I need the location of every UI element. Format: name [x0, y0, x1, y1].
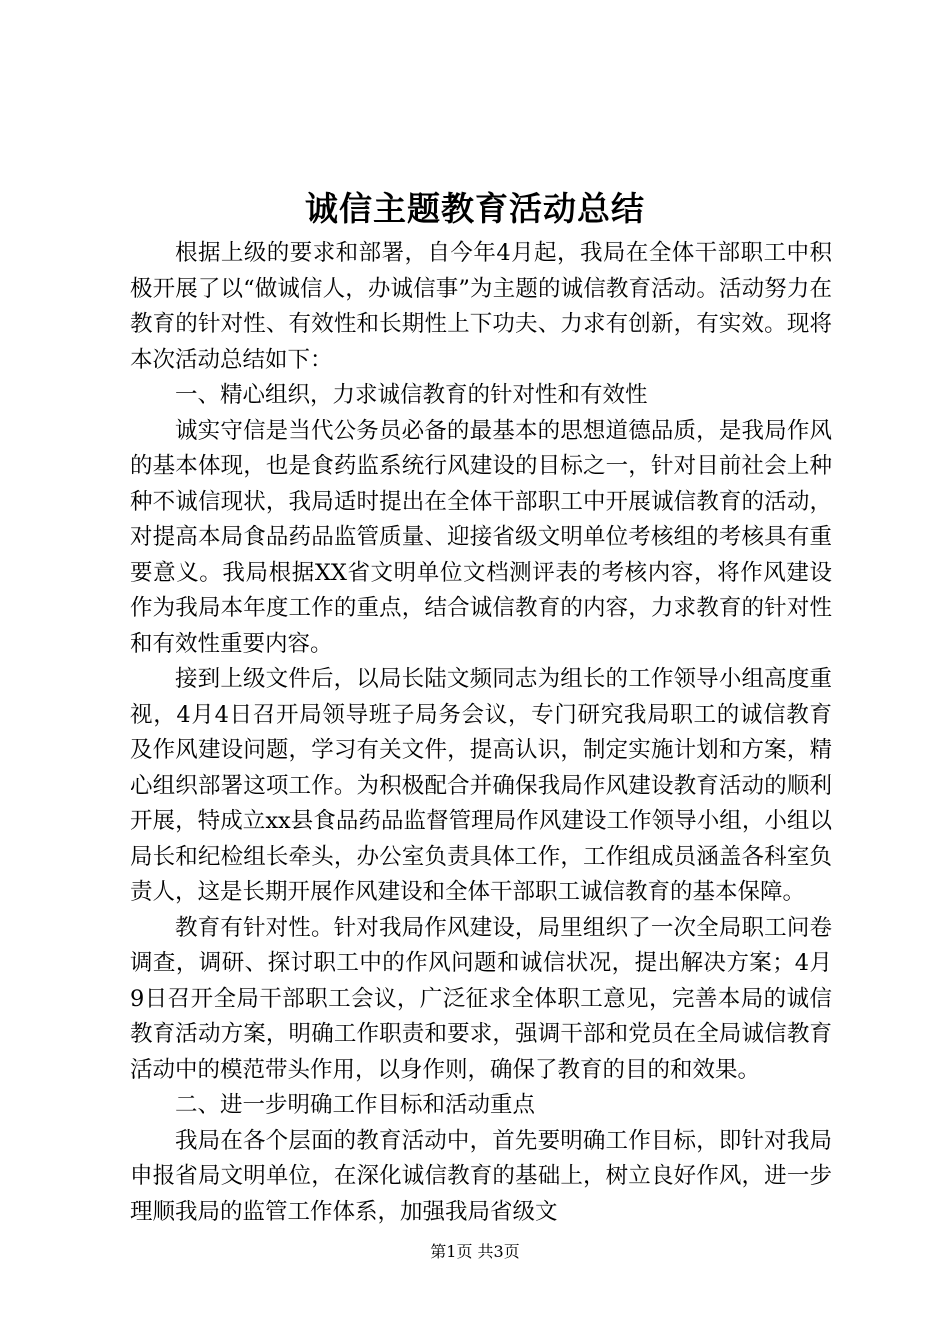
- section-heading-2: 二、进一步明确工作目标和活动重点: [175, 1092, 536, 1118]
- document-title: 诚信主题教育活动总结: [305, 189, 645, 228]
- paragraph-integrity: 诚实守信是当代公务员必备的最基本的思想道德品质，是我局作风的基本体现，也是食药监系统行风建设的目标之一，针对目前社会上种种不诚信现状，我局适时提出在全体干部职工中开展诚信教育的活动，对提高本局食品药品监管质量、迎接省级文明单位考核组的考核具有重要意义。我局根据XX省文明单位文档测评表的考核内容，将作风建设作为我局本年度工作的重点，结合诚信教育的内容，力求教育的针对性和有效性重要内容。: [130, 417, 832, 657]
- section-heading-1: 一、精心组织，力求诚信教育的针对性和有效性: [175, 382, 648, 408]
- document-body: [130, 236, 832, 1230]
- page-footer: 第1页 共3页: [430, 1242, 520, 1261]
- paragraph-leadership: 接到上级文件后，以局长陆文频同志为组长的工作领导小组高度重视，4月4日召开局领导班子局务会议，专门研究我局职工的诚信教育及作风建设问题，学习有关文件，提高认识，制定实施计划和方案，精心组织部署这项工作。为积极配合并确保我局作风建设教育活动的顺利开展，特成立xx县食品药品监督管理局作风建设工作领导小组，小组以局长和纪检组长牵头，办公室负责具体工作，工作组成员涵盖各科室负责人，这是长期开展作风建设和全体干部职工诚信教育的基本保障。: [130, 666, 832, 905]
- paragraph-intro: 根据上级的要求和部署，自今年4月起，我局在全体干部职工中积极开展了以“做诚信人，办诚信事”为主题的诚信教育活动。活动努力在教育的针对性、有效性和长期性上下功夫、力求有创新，有实效。现将本次活动总结如下：: [130, 240, 832, 373]
- paragraph-goals: 我局在各个层面的教育活动中，首先要明确工作目标，即针对我局申报省局文明单位，在深化诚信教育的基础上，树立良好作风，进一步理顺我局的监管工作体系，加强我局省级文: [130, 1127, 832, 1225]
- paragraph-targeted-education: 教育有针对性。针对我局作风建设，局里组织了一次全局职工问卷调查，调研、探讨职工中的作风问题和诚信状况，提出解决方案；4月9日召开全局干部职工会议，广泛征求全体职工意见，完善本局的诚信教育活动方案，明确工作职责和要求，强调干部和党员在全局诚信教育活动中的模范带头作用，以身作则，确保了教育的目的和效果。: [130, 914, 832, 1083]
